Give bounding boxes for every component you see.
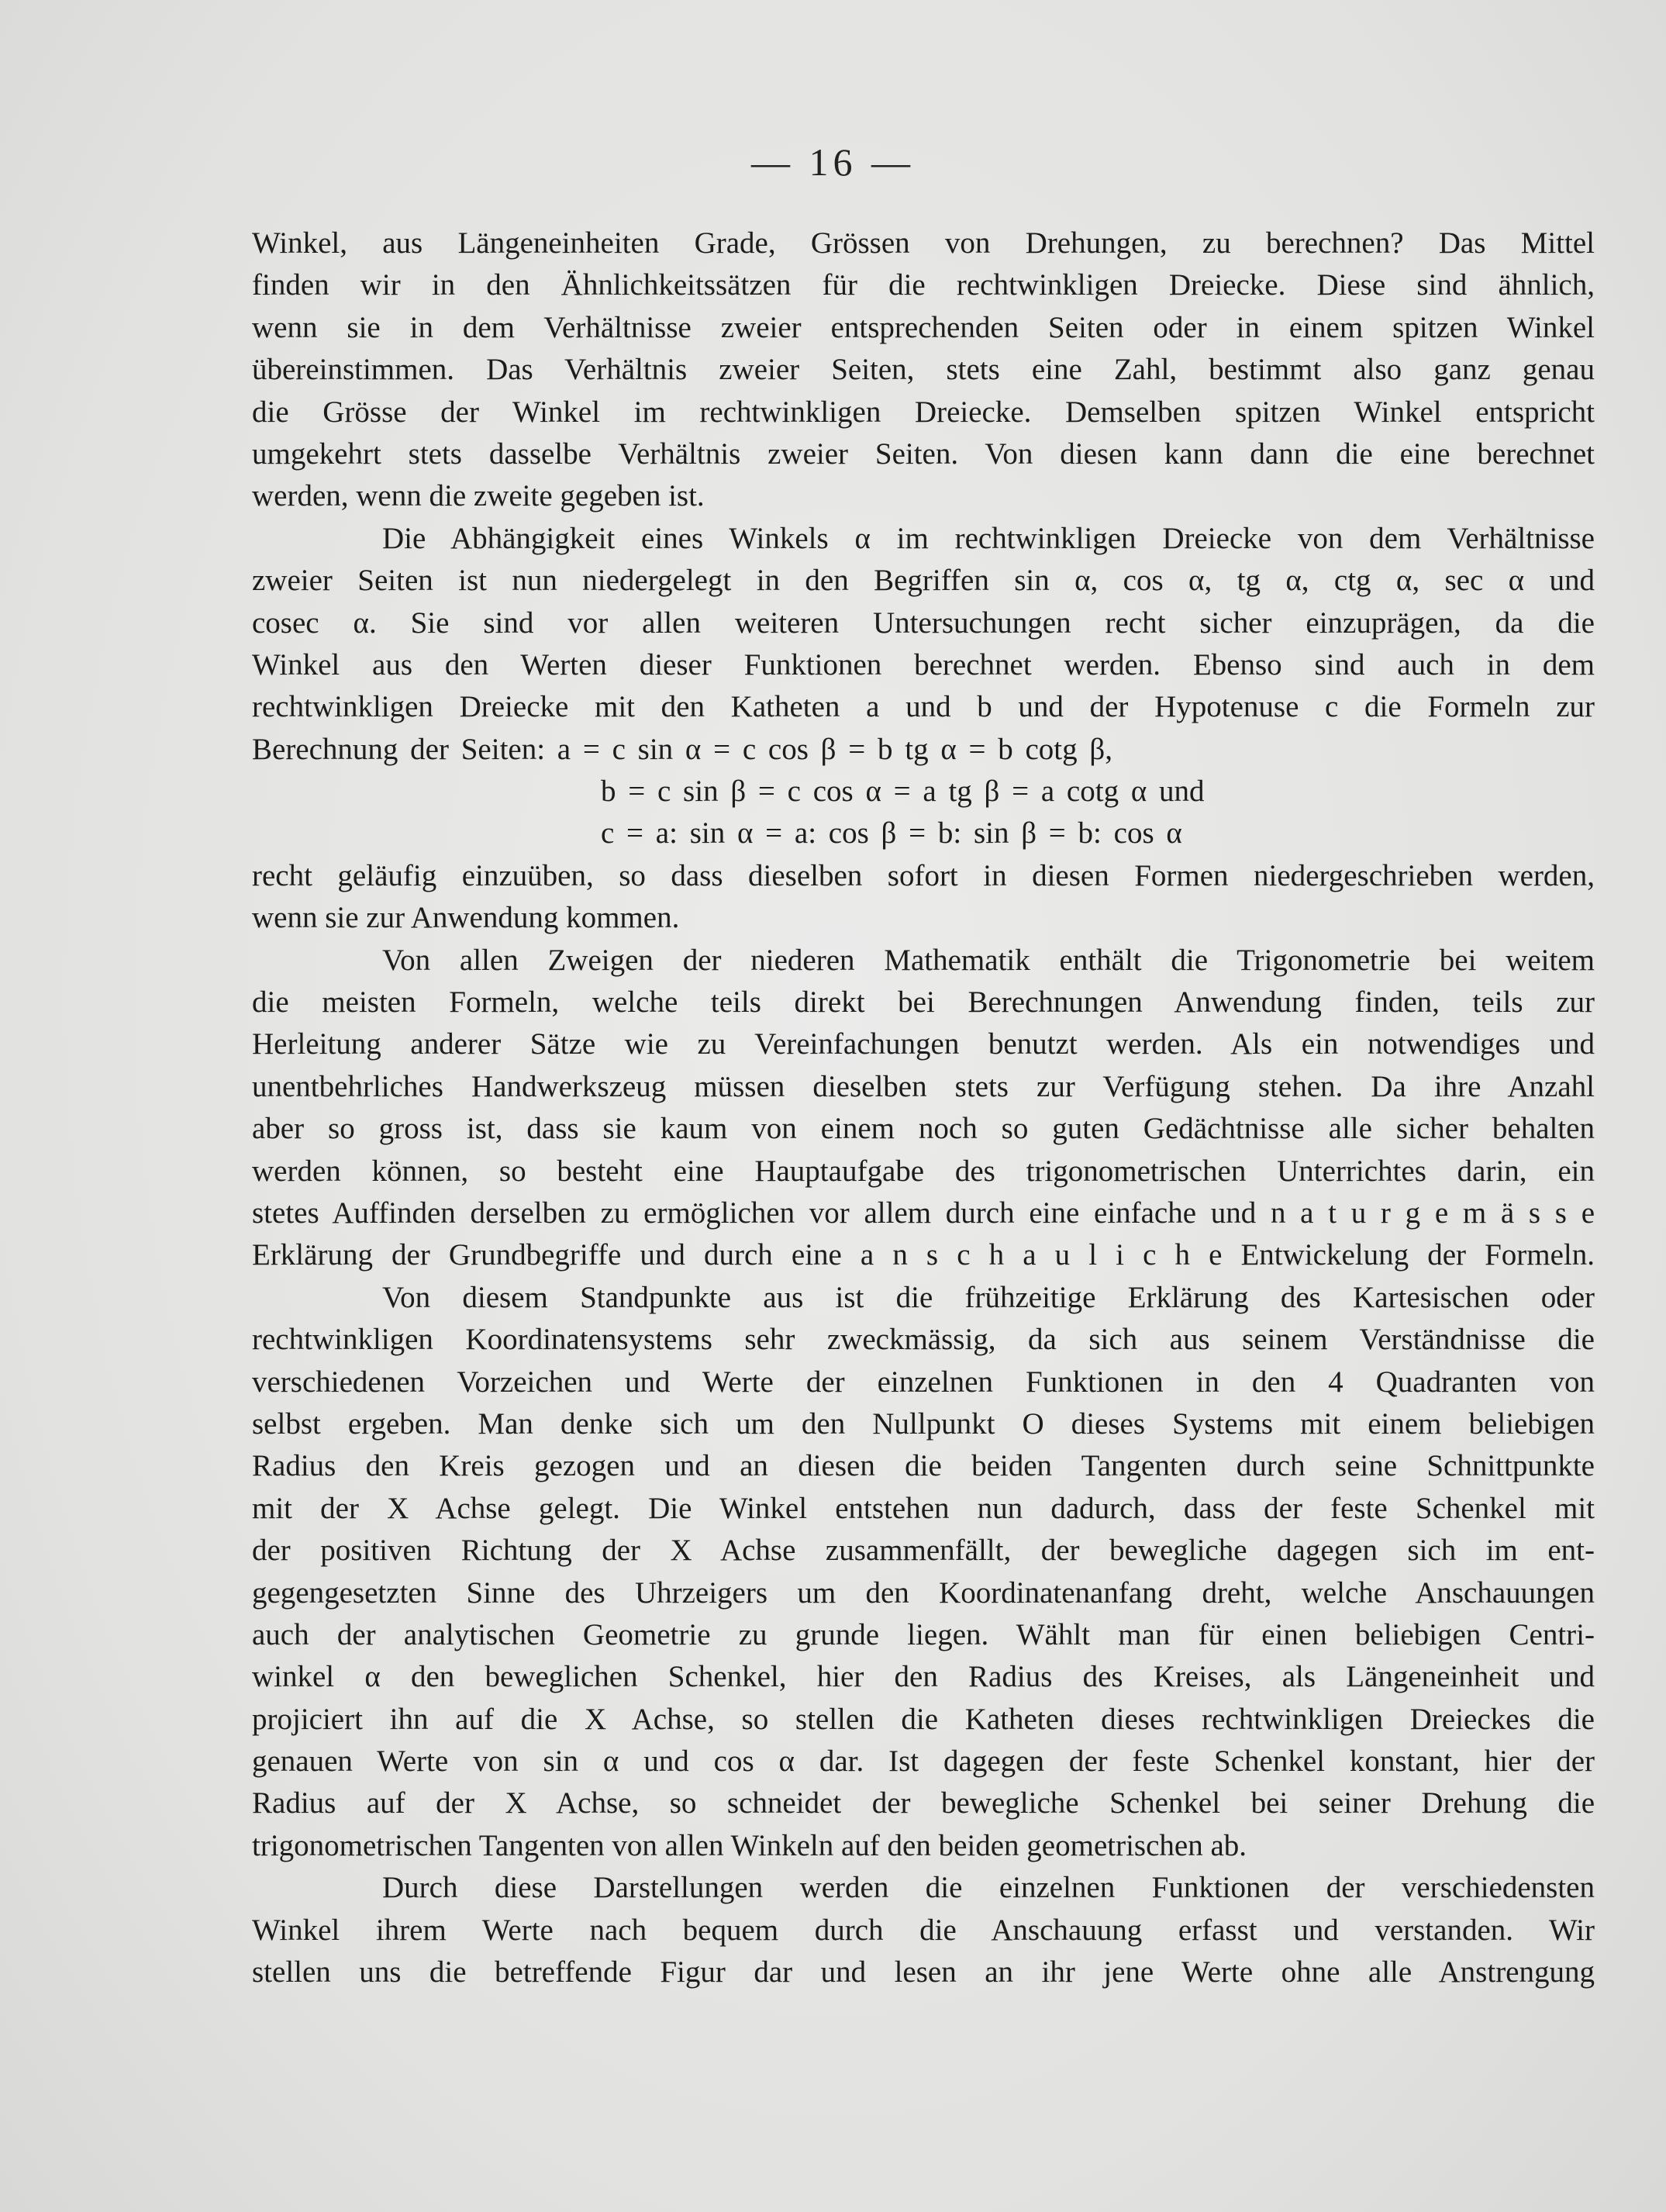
text-line: genauen Werte von sin α und cos α dar. Ist dagegen der feste Schenkel konstant, hier der <box>252 1744 1595 1779</box>
text-line: stetes Auffinden derselben zu ermöglichen vor allem durch eine einfache und n a t u r g e m ä s s e <box>252 1196 1595 1230</box>
text-line: unentbehrliches Handwerkszeug müssen dieselben stets zur Verfügung stehen. Da ihre Anzahl <box>252 1069 1595 1103</box>
text-line: rechtwinkligen Dreiecke mit den Katheten a und b und der Hypotenuse c die Formeln zur <box>252 690 1595 724</box>
body-text <box>252 223 1595 1993</box>
text-line: selbst ergeben. Man denke sich um den Nullpunkt O dieses Systems mit einem beliebigen <box>252 1406 1595 1441</box>
text-line: werden, wenn die zweite gegeben ist. <box>252 479 705 513</box>
text-line: Radius auf der X Achse, so schneidet der bewegliche Schenkel bei seiner Drehung die <box>252 1786 1595 1820</box>
text-line: Von allen Zweigen der niederen Mathematik enthält die Trigonometrie bei weitem <box>382 943 1595 977</box>
text-line: Radius den Kreis gezogen und an diesen die beiden Tangenten durch seine Schnittpunkte <box>252 1449 1595 1483</box>
text-line: Winkel aus den Werten dieser Funktionen berechnet werden. Ebenso sind auch in dem <box>252 647 1595 682</box>
text-line: b = c sin β = c cos α = a tg β = a cotg α und <box>601 775 1205 809</box>
text-line: wenn sie in dem Verhältnisse zweier entsprechenden Seiten oder in einem spitzen Winkel <box>252 310 1595 344</box>
text-line: winkel α den beweglichen Schenkel, hier den Radius des Kreises, als Längeneinheit und <box>252 1660 1595 1694</box>
text-line: projiciert ihn auf die X Achse, so stellen die Katheten dieses rechtwinkligen Dreieckes die <box>252 1702 1595 1736</box>
text-line: rechtwinkligen Koordinatensystems sehr zweckmässig, da sich aus seinem Verständnisse die <box>252 1323 1595 1357</box>
text-line: Winkel ihrem Werte nach bequem durch die Anschauung erfasst und verstanden. Wir <box>252 1913 1595 1947</box>
text-line: stellen uns die betreffende Figur dar und lesen an ihr jene Werte ohne alle Anstrengung <box>252 1955 1595 1989</box>
text-line: die meisten Formeln, welche teils direkt bei Berechnungen Anwendung finden, teils zur <box>252 985 1595 1020</box>
text-line: die Grösse der Winkel im rechtwinkligen Dreiecke. Demselben spitzen Winkel entspricht <box>252 395 1595 429</box>
text-line: übereinstimmen. Das Verhältnis zweier Seiten, stets eine Zahl, bestimmt also ganz genau <box>252 353 1595 387</box>
text-line: aber so gross ist, dass sie kaum von einem noch so guten Gedächtnisse alle sicher behalten <box>252 1112 1595 1146</box>
text-line: mit der X Achse gelegt. Die Winkel entstehen nun dadurch, dass der feste Schenkel mit <box>252 1491 1595 1525</box>
text-line: Herleitung anderer Sätze wie zu Vereinfachungen benutzt werden. Als ein notwendiges und <box>252 1027 1595 1061</box>
text-line: Berechnung der Seiten: a = c sin α = c cos β = b tg α = b cotg β, <box>252 732 1112 766</box>
text-line: werden können, so besteht eine Hauptaufgabe des trigonometrischen Unterrichtes darin, ein <box>252 1154 1595 1188</box>
text-line: zweier Seiten ist nun niedergelegt in den Begriffen sin α, cos α, tg α, ctg α, sec α und <box>252 564 1595 598</box>
text-line: Von diesem Standpunkte aus ist die frühzeitige Erklärung des Kartesischen oder <box>382 1280 1595 1314</box>
text-line: cosec α. Sie sind vor allen weiteren Untersuchungen recht sicher einzuprägen, da die <box>252 606 1595 640</box>
text-line: c = a: sin α = a: cos β = b: sin β = b: cos α <box>601 816 1182 851</box>
text-line: Durch diese Darstellungen werden die einzelnen Funktionen der verschiedensten <box>382 1871 1595 1905</box>
text-line: gegengesetzten Sinne des Uhrzeigers um den Koordinatenanfang dreht, welche Anschauungen <box>252 1575 1595 1610</box>
text-line: finden wir in den Ähnlichkeitssätzen für die rechtwinkligen Dreiecke. Diese sind ähnlich, <box>252 268 1595 302</box>
text-line: auch der analytischen Geometrie zu grunde liegen. Wählt man für einen beliebigen Centri- <box>252 1617 1595 1651</box>
text-line: der positiven Richtung der X Achse zusammenfällt, der bewegliche dagegen sich im ent- <box>252 1534 1595 1568</box>
text-line: Die Abhängigkeit eines Winkels α im rechtwinkligen Dreiecke von dem Verhältnisse <box>382 521 1595 555</box>
text-line: trigonometrischen Tangenten von allen Winkeln auf den beiden geometrischen ab. <box>252 1828 1247 1862</box>
text-line: Winkel, aus Längeneinheiten Grade, Grössen von Drehungen, zu berechnen? Das Mittel <box>252 226 1595 260</box>
text-line: wenn sie zur Anwendung kommen. <box>252 901 680 935</box>
text-line: recht geläufig einzuüben, so dass dieselben sofort in diesen Formen niedergeschrieben werden, <box>252 858 1595 892</box>
page-number: — 16 — <box>751 140 915 184</box>
text-line: verschiedenen Vorzeichen und Werte der einzelnen Funktionen in den 4 Quadranten von <box>252 1365 1595 1399</box>
text-line: Erklärung der Grundbegriffe und durch eine a n s c h a u l i c h e Entwickelung der Formeln. <box>252 1238 1595 1272</box>
text-line: umgekehrt stets dasselbe Verhältnis zweier Seiten. Von diesen kann dann die eine berechnet <box>252 437 1595 471</box>
